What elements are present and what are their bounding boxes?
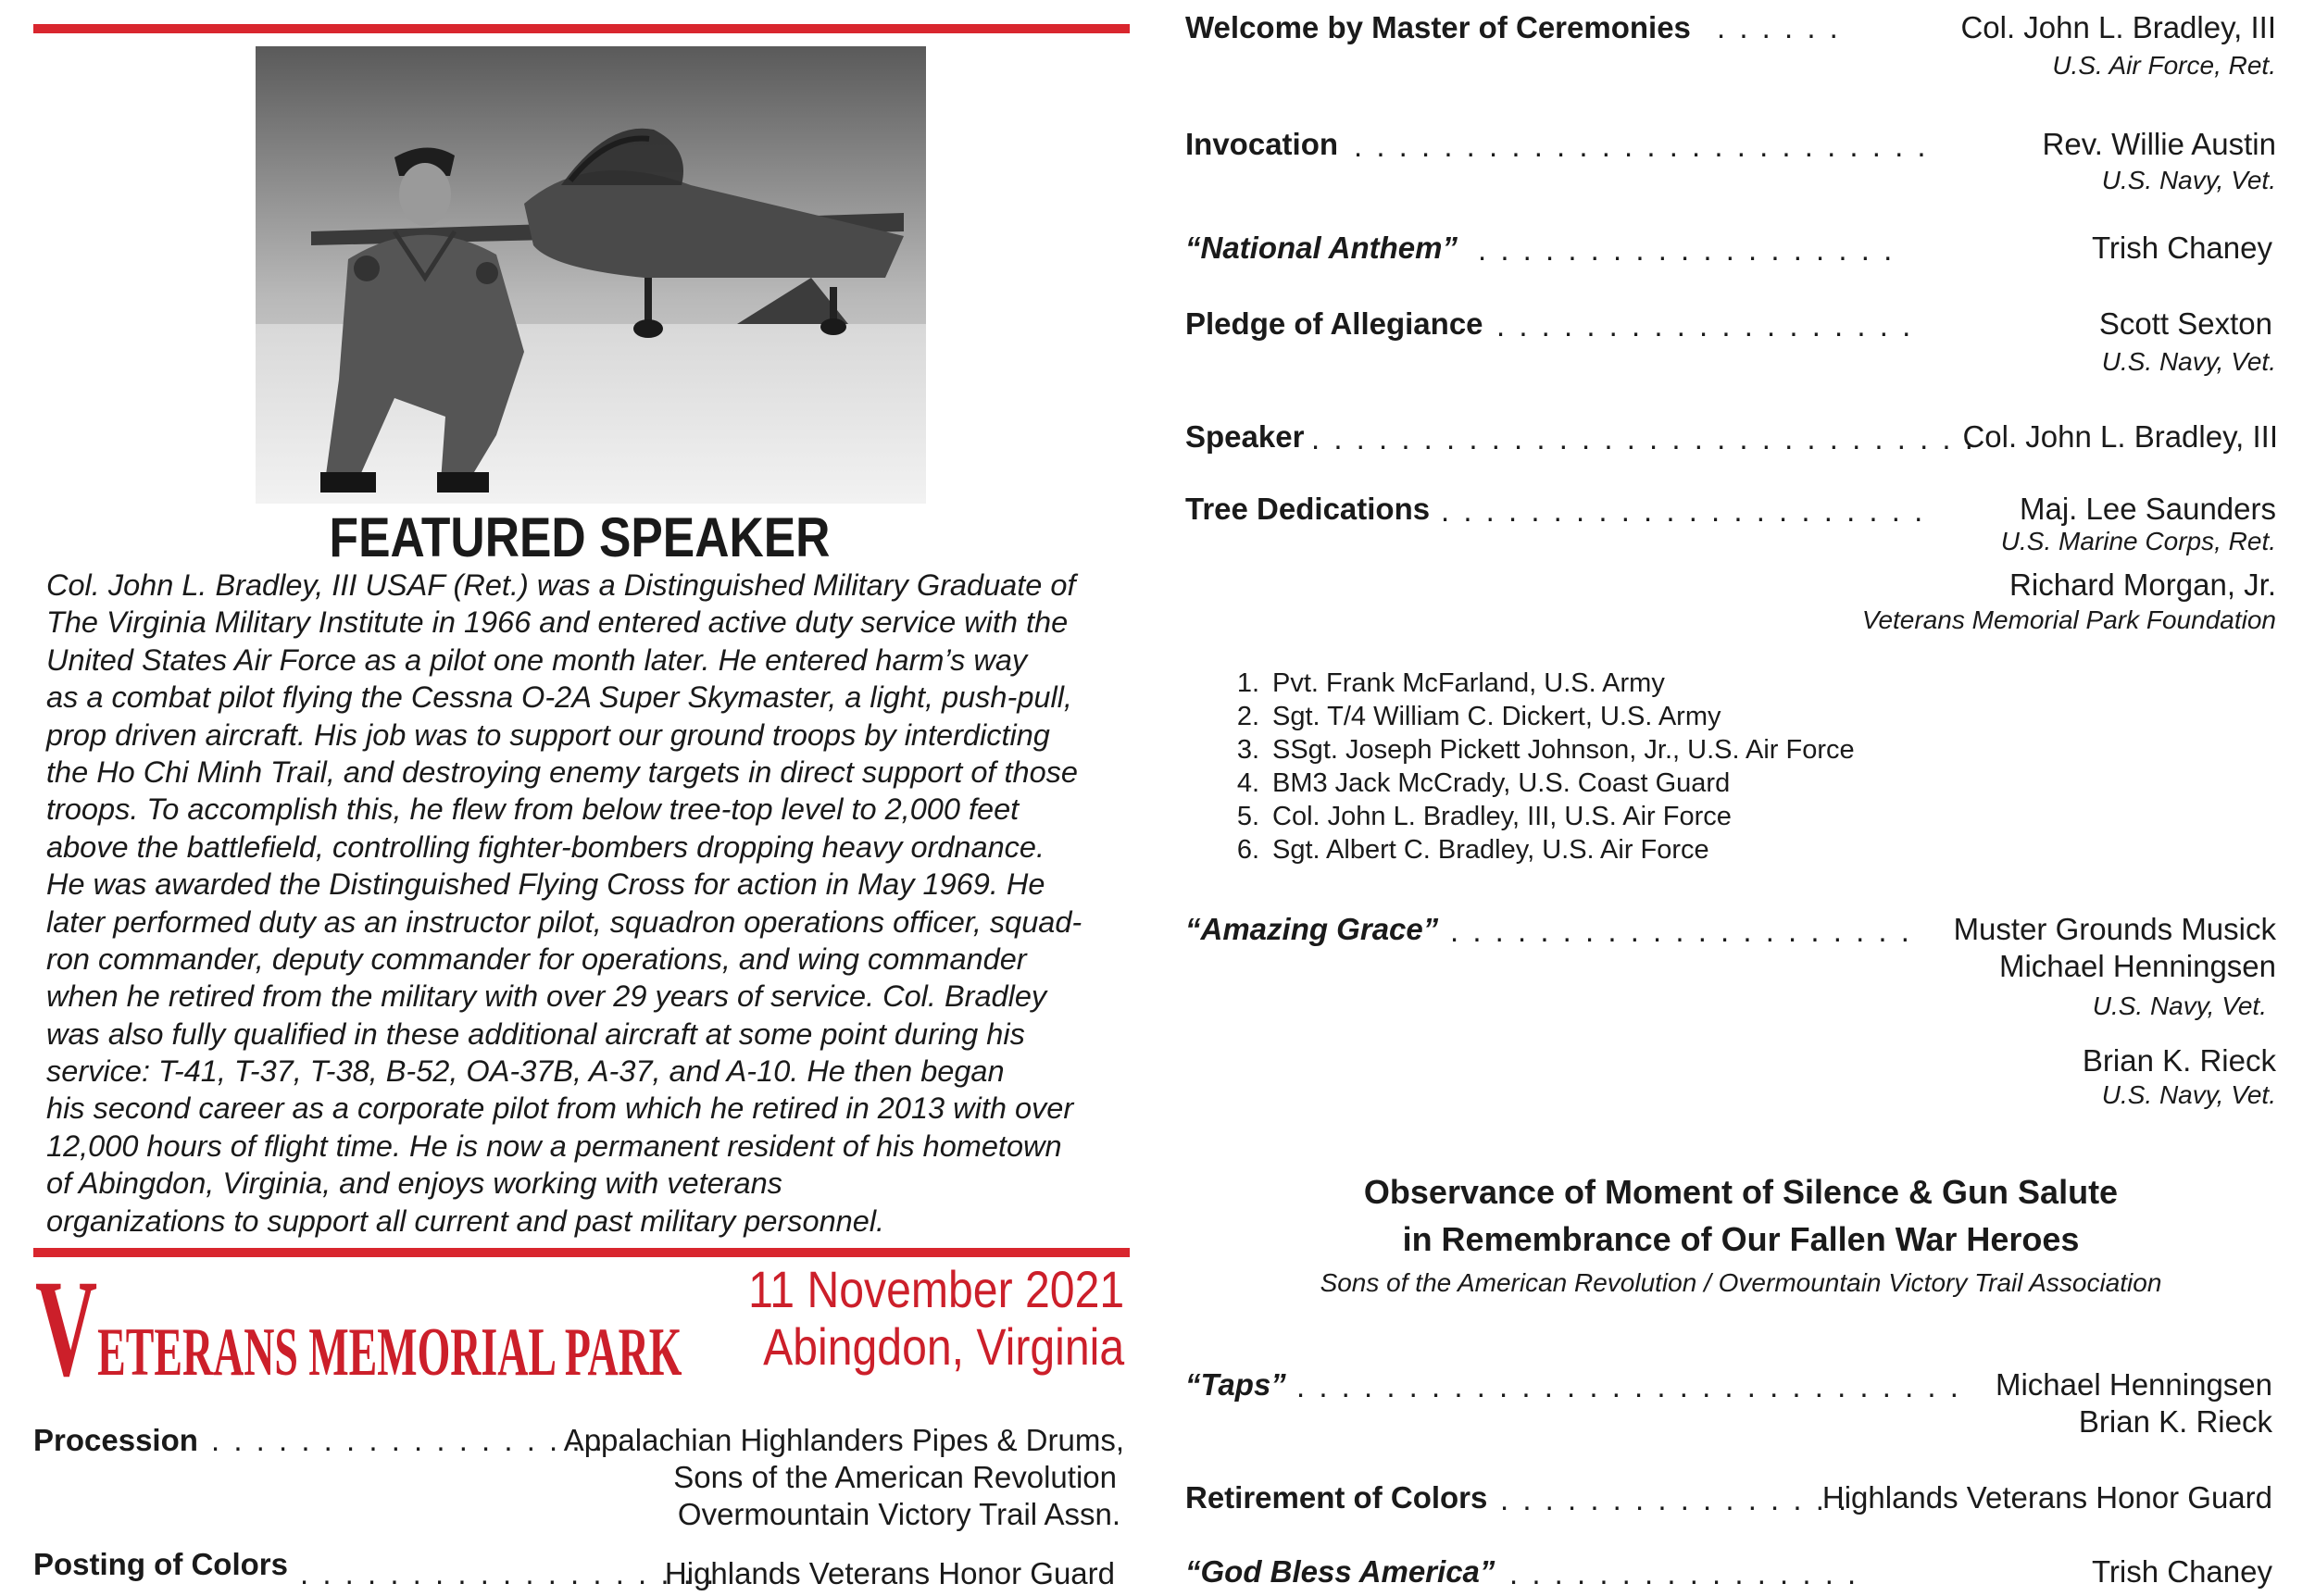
leader-dots: . . . . . . (1717, 10, 1841, 44)
event-place: Abingdon, Virginia (762, 1317, 1124, 1376)
pilot-with-aircraft-image (256, 46, 926, 504)
participant-affiliation: U.S. Navy, Vet. (2092, 991, 2267, 1020)
honoree-list-item: 3. SSgt. Joseph Pickett Johnson, Jr., U.S. Air Force (1236, 735, 1855, 765)
program-participant: Michael Henningsen (1998, 949, 2276, 983)
program-label: Retirement of Colors (1185, 1480, 1488, 1515)
featured-speaker-title: FEATURED SPEAKER (329, 506, 831, 568)
program-participant: Trish Chaney (2091, 1554, 2272, 1589)
program-item-pledge-of-allegiance (1185, 305, 1483, 343)
program-participant: Highlands Veterans Honor Guard (664, 1556, 1115, 1590)
program-item-retirement-of-colors (1185, 1479, 1487, 1516)
program-item-posting-of-colors (33, 1547, 288, 1590)
bio-line: the Ho Chi Minh Trail, and destroying enemy targets in direct support of those (46, 754, 1078, 789)
observance-title-line: Observance of Moment of Silence & Gun Salute (1363, 1173, 2119, 1211)
bio-line: 12,000 hours of flight time. He is now a permanent resident of his hometown (46, 1128, 1062, 1163)
program-label: Procession (33, 1423, 198, 1457)
program-participant: Richard Morgan, Jr. (2009, 567, 2276, 602)
program-item-god-bless-america (1185, 1553, 1495, 1590)
leader-dots: . . . . . . . . . . . . . . . . . . . (211, 1423, 629, 1457)
program-item-amazing-grace (1185, 911, 1438, 948)
program-participant: Sons of the American Revolution (673, 1460, 1117, 1494)
program-label: “Amazing Grace” (1185, 912, 1439, 946)
program-participant: Appalachian Highlanders Pipes & Drums, (563, 1423, 1124, 1457)
speaker-photo (256, 46, 926, 504)
program-label: Welcome by Master of Ceremonies (1185, 10, 1691, 44)
bio-line: when he retired from the military with over 29 years of service. Col. Bradley (46, 979, 1047, 1014)
program-participant: Trish Chaney (2091, 231, 2272, 265)
leader-dots: . . . . . . . . . . . . . . . . . . . . . . (1441, 493, 1926, 528)
bio-line: of Abingdon, Virginia, and enjoys working with veterans (46, 1166, 782, 1201)
participant-affiliation: U.S. Navy, Vet. (2101, 166, 2276, 194)
leader-dots: . . . . . . . . . . . . . . . . . . . . . . . . . . . . . . (1311, 421, 1976, 455)
program-participant: Scott Sexton (2098, 306, 2272, 341)
observance-block (1204, 1168, 2278, 1303)
bio-line: Col. John L. Bradley, III USAF (Ret.) was a Distinguished Military Graduate of (46, 568, 1076, 602)
honoree-list-item: 1. Pvt. Frank McFarland, U.S. Army (1236, 668, 1665, 698)
program-participant: Muster Grounds Musick (1953, 912, 2276, 946)
program-item-tree-dedications (1185, 491, 1430, 528)
leader-dots: . . . . . . . . . . . . . . . . . . . (300, 1556, 718, 1590)
program-participant: Highlands Veterans Honor Guard (1821, 1480, 2272, 1515)
program-participant: Overmountain Victory Trail Assn. (677, 1497, 1120, 1531)
program-item-speaker (1185, 418, 1304, 455)
program-label: “Taps” (1185, 1367, 1286, 1402)
participant-affiliation: U.S. Marine Corps, Ret. (2000, 527, 2276, 555)
bio-line: organizations to support all current and past military personnel. (46, 1203, 885, 1238)
program-item-taps (1185, 1366, 1286, 1403)
leader-dots: . . . . . . . . . . . . . . . . . . . . . . . . . . . . . . (1296, 1369, 1961, 1403)
leader-dots: . . . . . . . . . . . . . . . . . . . . . . . . . . (1354, 129, 1929, 163)
leader-dots: . . . . . . . . . . . . . . . . (1500, 1482, 1850, 1516)
program-label: Speaker (1185, 419, 1305, 454)
honoree-list-item: 4. BM3 Jack McCrady, U.S. Coast Guard (1236, 768, 1731, 798)
bio-line: prop driven aircraft. His job was to support our ground troops by interdicting (46, 717, 1050, 752)
event-date: 11 November 2021 (747, 1260, 1124, 1318)
middle-red-rule (33, 1248, 1130, 1257)
bio-line: ron commander, deputy commander for operations, and wing commander (46, 941, 1027, 976)
program-item-procession (33, 1422, 198, 1459)
participant-affiliation: U.S. Navy, Vet. (2101, 1080, 2276, 1109)
program-participant: Col. John L. Bradley, III (1960, 10, 2276, 44)
program-participant: Col. John L. Bradley, III (1962, 419, 2278, 454)
participant-affiliation: U.S. Air Force, Ret. (2052, 51, 2276, 80)
bio-line: troops. To accomplish this, he flew from below tree-top level to 2,000 feet (46, 792, 1020, 827)
bio-line: above the battlefield, controlling fighter-bombers dropping heavy ordnance. (46, 829, 1045, 864)
bio-line: He was awarded the Distinguished Flying Cross for action in May 1969. He (46, 867, 1045, 902)
event-date-location (748, 1261, 1124, 1376)
leader-dots: . . . . . . . . . . . . . . . . . . . (1478, 232, 1896, 267)
bio-line: service: T-41, T-37, T-38, B-52, OA-37B, A-37, and A-10. He then began (46, 1054, 1005, 1089)
program-label: Tree Dedications (1185, 492, 1431, 526)
bio-line: The Virginia Military Institute in 1966 and entered active duty service with the (46, 605, 1069, 640)
bio-line: later performed duty as an instructor pilot, squadron operations officer, squad- (46, 904, 1082, 939)
program-participant: Rev. Willie Austin (2042, 127, 2276, 161)
bio-line: United States Air Force as a pilot one month later. He entered harm’s way (46, 642, 1028, 677)
logo-initial: V (35, 1252, 98, 1405)
program-item-national-anthem (1185, 230, 1458, 267)
program-participant: Brian K. Rieck (2082, 1043, 2276, 1078)
program-label: “God Bless America” (1185, 1554, 1495, 1589)
participant-affiliation: U.S. Navy, Vet. (2101, 347, 2276, 376)
observance-organizations: Sons of the American Revolution / Overmountain Victory Trail Association (1320, 1268, 2162, 1297)
honoree-list-item: 6. Sgt. Albert C. Bradley, U.S. Air Force (1236, 835, 1709, 865)
program-participant: Brian K. Rieck (2078, 1404, 2272, 1439)
logo-wordmark: ETERANS MEMORIAL PARK (97, 1315, 682, 1390)
leader-dots: . . . . . . . . . . . . . . . . . . . . . (1450, 914, 1912, 948)
top-red-rule (33, 24, 1130, 33)
bio-line: his second career as a corporate pilot from which he retired in 2013 with over (46, 1091, 1074, 1126)
leader-dots: . . . . . . . . . . . . . . . . . . . (1496, 308, 1914, 343)
program-label: “National Anthem” (1185, 231, 1458, 265)
program-participant: Michael Henningsen (1995, 1367, 2272, 1402)
observance-title-line: in Remembrance of Our Fallen War Heroes (1402, 1220, 2080, 1258)
participant-affiliation: Veterans Memorial Park Foundation (1861, 605, 2276, 634)
program-participant: Maj. Lee Saunders (2019, 492, 2276, 526)
program-item-invocation (1185, 126, 1338, 163)
honoree-list-item: 2. Sgt. T/4 William C. Dickert, U.S. Army (1236, 702, 1721, 731)
bio-line: as a combat pilot flying the Cessna O-2A Super Skymaster, a light, push-pull, (46, 680, 1072, 715)
program-label: Pledge of Allegiance (1185, 306, 1483, 341)
speaker-biography (46, 567, 1130, 1240)
program-item-welcome (1185, 9, 1691, 46)
bio-line: was also fully qualified in these additional aircraft at some point during his (46, 1016, 1025, 1051)
leader-dots: . . . . . . . . . . . . . . . . (1509, 1556, 1859, 1590)
program-label: Posting of Colors (33, 1547, 288, 1581)
program-label: Invocation (1185, 127, 1339, 161)
honoree-list-item: 5. Col. John L. Bradley, III, U.S. Air Force (1236, 802, 1732, 831)
veterans-memorial-park-logo (35, 1252, 682, 1405)
